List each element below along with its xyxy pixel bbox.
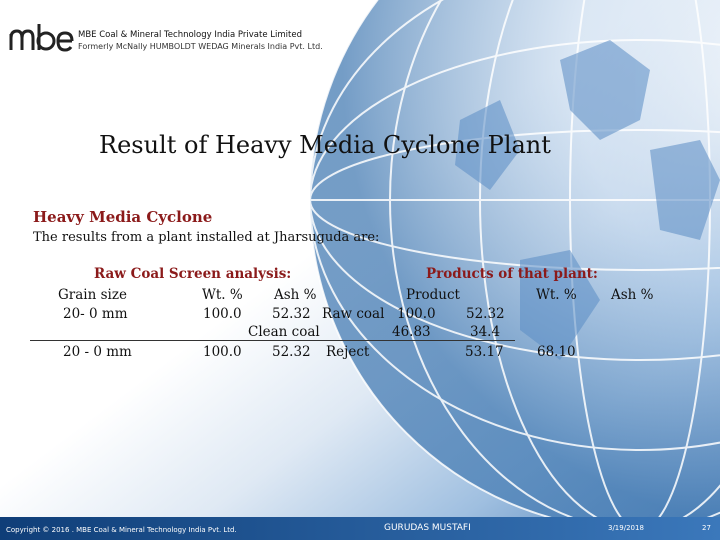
row2-product-wt: 46.83 (392, 324, 431, 340)
row3-ash: 52.32 (272, 344, 311, 360)
slide-title: Result of Heavy Media Cyclone Plant (99, 131, 551, 159)
row3-wt: 100.0 (203, 344, 242, 360)
table-divider (30, 340, 515, 341)
row1-product-ash: 52.32 (466, 306, 505, 322)
row3-product-ash: 68.10 (537, 344, 576, 360)
col-header-ash-left: Ash % (274, 287, 317, 303)
row1-ash: 52.32 (272, 306, 311, 322)
row3-product: Reject (326, 344, 370, 360)
row2-product-ash: 34.4 (470, 324, 501, 340)
intro-text: The results from a plant installed at Jharsuguda are: (33, 230, 380, 245)
products-heading: Products of that plant: (426, 266, 598, 282)
footer-copyright: Copyright © 2016 . MBE Coal & Mineral Technology India Pvt. Ltd. (6, 526, 237, 534)
col-header-grain-size: Grain size (58, 287, 127, 303)
col-header-wt-left: Wt. % (202, 287, 243, 303)
row3-product-wt: 53.17 (465, 344, 504, 360)
col-header-wt-right: Wt. % (536, 287, 577, 303)
company-name: MBE Coal & Mineral Technology India Private Limited (78, 30, 302, 40)
footer-author: GURUDAS MUSTAFI (384, 523, 471, 533)
raw-coal-heading: Raw Coal Screen analysis: (94, 266, 292, 282)
row1-product: Raw coal (322, 306, 385, 322)
col-header-ash-right: Ash % (611, 287, 654, 303)
col-header-product: Product (406, 287, 460, 303)
page-number: 27 (702, 524, 711, 532)
row1-product-wt: 100.0 (397, 306, 436, 322)
former-company-name: Formerly McNally HUMBOLDT WEDAG Minerals India Pvt. Ltd. (78, 42, 323, 51)
mbe-logo (8, 22, 74, 54)
row2-product: Clean coal (248, 324, 320, 340)
row1-wt: 100.0 (203, 306, 242, 322)
row3-grain-size: 20 - 0 mm (63, 344, 132, 360)
section-heading: Heavy Media Cyclone (33, 208, 213, 226)
footer-date: 3/19/2018 (608, 524, 644, 532)
row1-grain-size: 20- 0 mm (63, 306, 128, 322)
